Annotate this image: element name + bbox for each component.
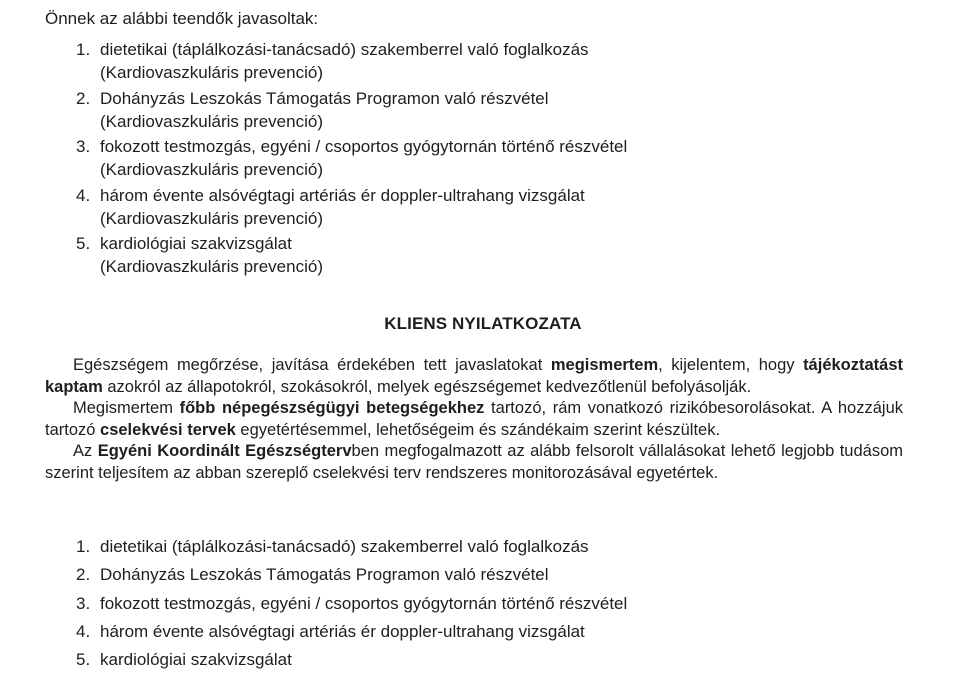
text: Megismertem <box>73 399 180 417</box>
item-number: 5. <box>76 234 91 253</box>
list-item <box>76 648 627 676</box>
list-item <box>76 87 627 136</box>
item-number: 3. <box>76 137 91 156</box>
text: Egészségem megőrzése, javítása érdekében tett javaslatokat <box>73 356 551 374</box>
item-number: 4. <box>76 621 91 641</box>
commitments-list <box>76 535 627 676</box>
item-text: három évente alsóvégtagi artériás ér doppler-ultrahang vizsgálat <box>100 621 585 641</box>
recommended-actions-list <box>76 38 627 281</box>
statement-paragraph-1 <box>45 355 903 398</box>
section-heading: KLIENS NYILATKOZATA <box>384 314 582 333</box>
item-category: (Kardiovaszkuláris prevenció) <box>100 160 323 179</box>
item-category: (Kardiovaszkuláris prevenció) <box>100 111 323 131</box>
list-item <box>76 620 627 648</box>
text: Az <box>73 442 98 460</box>
text: azokról az állapotokról, szokásokról, melyek egészségemet kedvezőtlenül befolyásolják. <box>102 377 752 396</box>
item-number: 1. <box>76 40 91 59</box>
emphasis: Egyéni Koordinált Egészségterv <box>97 442 352 460</box>
text: ben megfogalmazott az alább felsorolt vállalásokat lehető legjobb tudásom szerint teljesítem az abban szereplő cselekvési terv rendszeres monitorozásával egyetértek. <box>45 442 904 482</box>
list-item <box>76 38 627 87</box>
client-statement <box>45 355 903 484</box>
item-number: 3. <box>76 593 91 613</box>
item-text: dietetikai (táplálkozási-tanácsadó) szakemberrel való foglalkozás <box>100 537 589 556</box>
item-number: 1. <box>76 537 91 556</box>
list-item <box>76 535 627 563</box>
item-category: (Kardiovaszkuláris prevenció) <box>100 257 323 276</box>
item-text: kardiológiai szakvizsgálat <box>100 650 292 670</box>
recommendations-intro: Önnek az alábbi teendők javasoltak: <box>45 9 319 28</box>
item-text: kardiológiai szakvizsgálat <box>100 234 292 253</box>
item-text: Dohányzás Leszokás Támogatás Programon való részvétel <box>100 88 549 108</box>
item-number: 4. <box>76 185 91 205</box>
emphasis: cselekvési tervek <box>100 420 236 439</box>
text: tartozó, rám vonatkozó rizikóbesorolásokat. A hozzájuk tartozó <box>45 399 903 439</box>
item-category: (Kardiovaszkuláris prevenció) <box>100 63 323 82</box>
item-text: dietetikai (táplálkozási-tanácsadó) szakemberrel való foglalkozás <box>100 40 589 59</box>
item-number: 5. <box>76 650 91 670</box>
item-text: Dohányzás Leszokás Támogatás Programon való részvétel <box>100 565 549 585</box>
list-item <box>76 184 627 233</box>
item-text: fokozott testmozgás, egyéni / csoportos gyógytornán történő részvétel <box>100 593 628 613</box>
item-category: (Kardiovaszkuláris prevenció) <box>100 208 323 228</box>
list-item <box>76 135 627 184</box>
statement-paragraph-2 <box>45 398 903 441</box>
text: egyetértésemmel, lehetőségeim és szándékaim szerint készültek. <box>235 420 721 439</box>
item-text: fokozott testmozgás, egyéni / csoportos gyógytornán történő részvétel <box>100 137 628 156</box>
list-item <box>76 563 627 591</box>
list-item <box>76 592 627 620</box>
item-text: három évente alsóvégtagi artériás ér doppler-ultrahang vizsgálat <box>100 185 585 205</box>
text: , kijelentem, hogy <box>658 356 804 374</box>
emphasis: tájékoztatást kaptam <box>45 356 904 396</box>
statement-paragraph-3 <box>45 441 903 484</box>
emphasis: főbb népegészségügyi betegségekhez <box>179 399 485 417</box>
emphasis: megismertem <box>550 356 659 374</box>
item-number: 2. <box>76 565 91 585</box>
item-number: 2. <box>76 88 91 108</box>
list-item <box>76 232 627 281</box>
